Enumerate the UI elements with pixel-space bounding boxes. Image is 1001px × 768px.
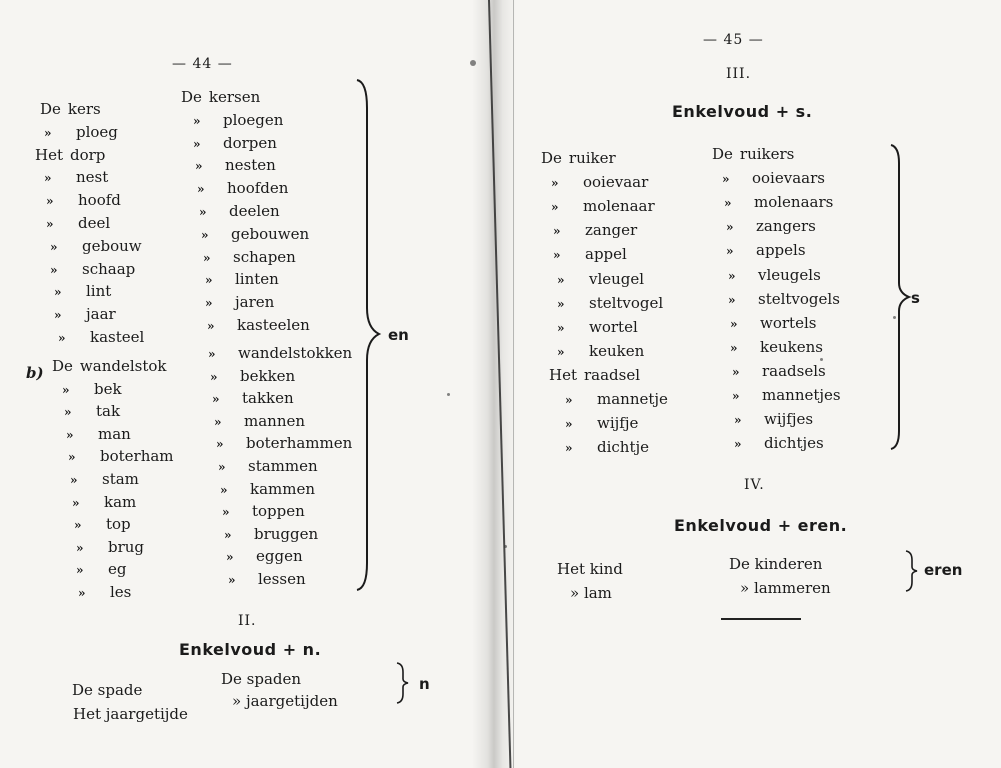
word-text: brug (108, 537, 145, 556)
print-speck (504, 545, 507, 548)
word-row (730, 338, 823, 357)
word-article: » (205, 273, 212, 288)
word-row (76, 560, 126, 579)
word-text: bek (94, 379, 122, 398)
word-text: jaren (235, 293, 275, 312)
word-row (565, 414, 638, 433)
word-article: » (565, 441, 572, 456)
word-text: wortel (589, 317, 638, 336)
ii-singular-1: De spade (72, 681, 143, 699)
word-text: keuken (589, 341, 645, 360)
word-text: lessen (258, 570, 306, 588)
bracket-en (355, 78, 385, 593)
word-article: » (726, 220, 733, 235)
word-row (712, 145, 794, 163)
word-row (541, 149, 616, 167)
word-row (549, 366, 640, 384)
word-text: stammen (248, 457, 318, 475)
word-row (54, 305, 116, 324)
word-text: kam (104, 492, 137, 511)
section-ii-heading: Enkelvoud + n. (179, 640, 322, 659)
word-article: » (212, 392, 219, 407)
word-article: » (726, 244, 733, 259)
bracket-eren (905, 550, 919, 592)
word-article: » (224, 527, 231, 542)
word-article: Het (35, 145, 63, 164)
word-row (553, 245, 627, 264)
word-article: » (58, 331, 65, 345)
word-text: wandelstok (79, 357, 167, 375)
word-text: wortels (760, 313, 817, 332)
word-article: » (551, 176, 558, 191)
iv-plural-2: » lammeren (740, 579, 831, 597)
word-text: takken (242, 389, 294, 408)
word-article: » (722, 172, 729, 187)
word-text: ploegen (223, 110, 284, 129)
word-text: toppen (252, 502, 305, 521)
word-text: ooievaars (752, 169, 825, 188)
section-ii-numeral: II. (238, 613, 257, 629)
word-row (199, 202, 280, 221)
word-row (205, 270, 279, 289)
word-text: zangers (756, 217, 816, 236)
word-row (46, 191, 121, 210)
word-text: schaap (82, 259, 136, 278)
word-row (50, 260, 135, 279)
iv-plural-1: De kinderen (729, 555, 823, 573)
word-row (216, 434, 352, 453)
word-row (220, 480, 315, 499)
word-article: » (565, 393, 572, 407)
word-row (557, 294, 663, 313)
word-article: » (210, 369, 217, 384)
print-speck (447, 393, 450, 396)
word-row (722, 169, 825, 188)
word-article: » (44, 171, 51, 186)
word-article: » (54, 308, 61, 323)
word-article: » (46, 217, 53, 231)
word-row (726, 217, 816, 236)
ii-plural-1: De spaden (221, 670, 302, 688)
word-row (218, 457, 318, 476)
word-row (732, 386, 841, 405)
word-article: » (193, 136, 200, 151)
word-row (565, 390, 668, 409)
word-article: De (181, 88, 202, 106)
word-row (551, 197, 655, 216)
word-article: » (203, 250, 210, 265)
page-number-left: — 44 — (172, 56, 233, 72)
word-text: bruggen (254, 524, 319, 543)
word-article: » (50, 239, 57, 254)
word-article: » (199, 205, 206, 219)
word-text: hoofd (78, 191, 121, 210)
word-article: De (541, 149, 562, 167)
word-article: » (553, 248, 560, 263)
word-text: boterhammen (246, 434, 353, 453)
word-text: molenaar (583, 197, 655, 216)
word-text: mannetjes (762, 386, 841, 404)
word-article: » (553, 224, 560, 239)
word-text: appel (585, 245, 627, 264)
word-text: bekken (240, 366, 296, 385)
word-row (78, 583, 131, 602)
word-text: dichtje (597, 438, 650, 457)
print-speck (820, 358, 823, 361)
word-text: tak (96, 402, 121, 421)
word-article: » (226, 550, 233, 565)
word-row (195, 156, 276, 175)
page-number-right: — 45 — (703, 32, 764, 48)
word-article: » (205, 296, 212, 311)
word-text: kersen (208, 88, 261, 106)
word-row (732, 362, 826, 381)
word-article: » (46, 194, 53, 209)
suffix-s: s (911, 289, 920, 307)
word-text: ploeg (76, 122, 118, 141)
word-text: les (110, 583, 132, 601)
word-article: » (208, 347, 215, 361)
word-row (222, 502, 305, 521)
word-text: kers (67, 100, 101, 118)
word-row (726, 241, 806, 260)
word-article: » (54, 285, 61, 300)
print-speck (893, 316, 896, 319)
word-article: » (78, 586, 85, 600)
word-row (553, 221, 637, 240)
iv-singular-1: Het kind (557, 560, 623, 578)
word-article: » (197, 182, 204, 197)
word-text: deelen (229, 202, 280, 220)
word-article: » (201, 227, 208, 242)
word-text: ruiker (568, 149, 616, 167)
word-article: » (728, 292, 735, 307)
word-row (557, 318, 638, 337)
word-text: schapen (233, 247, 296, 266)
word-text: steltvogels (758, 289, 840, 308)
word-row (551, 173, 648, 192)
word-article: » (557, 296, 564, 311)
word-text: mannetje (597, 390, 668, 408)
word-text: keukens (760, 337, 823, 356)
word-article: » (557, 344, 564, 359)
word-row (724, 193, 833, 212)
word-row (193, 134, 277, 153)
word-row (58, 328, 144, 347)
word-text: eggen (256, 547, 303, 566)
word-article: » (218, 460, 225, 474)
word-row (207, 316, 310, 335)
word-row (226, 547, 303, 566)
section-iii-numeral: III. (726, 66, 752, 82)
word-article: » (730, 340, 737, 355)
word-row (228, 570, 306, 589)
ii-singular-2: Het jaargetijde (73, 705, 188, 723)
word-row (557, 270, 644, 289)
word-article: » (50, 262, 57, 277)
word-article: » (220, 482, 227, 497)
section-b-label: b) (26, 364, 44, 382)
suffix-en: en (388, 326, 409, 344)
word-row (62, 380, 122, 399)
word-article: » (557, 272, 564, 287)
print-speck (470, 60, 476, 66)
word-text: man (98, 424, 131, 443)
word-text: jaar (86, 305, 116, 324)
word-row (210, 367, 295, 386)
word-row (54, 282, 111, 301)
word-text: molenaars (754, 193, 834, 212)
word-row (68, 447, 174, 466)
word-article: » (728, 268, 735, 283)
word-article: » (74, 518, 81, 533)
word-text: zanger (585, 221, 638, 240)
word-text: dorpen (223, 133, 277, 152)
word-article: De (52, 357, 73, 375)
word-row (40, 100, 101, 118)
word-article: » (228, 573, 235, 587)
word-text: hoofden (227, 179, 289, 198)
word-text: kasteelen (237, 316, 310, 334)
word-row (46, 214, 110, 233)
word-text: wijfje (597, 414, 639, 433)
word-article: » (66, 427, 73, 442)
word-text: deel (78, 214, 111, 232)
word-article: » (44, 125, 51, 140)
word-row (52, 357, 166, 375)
section-iv-numeral: IV. (744, 477, 765, 493)
left-page (0, 0, 480, 768)
word-text: top (106, 515, 131, 534)
word-row (728, 290, 840, 309)
word-article: » (557, 320, 564, 335)
word-article: » (62, 382, 69, 397)
word-text: kammen (250, 479, 316, 498)
word-row (212, 389, 294, 408)
word-article: » (730, 316, 737, 331)
word-row (214, 412, 305, 431)
word-text: nesten (225, 156, 276, 175)
word-text: nest (76, 168, 109, 187)
word-row (734, 410, 813, 429)
word-text: boterham (100, 447, 174, 466)
word-row (203, 248, 296, 267)
word-row (50, 237, 142, 256)
word-article: » (207, 319, 214, 333)
word-text: stam (102, 470, 139, 488)
word-text: raadsels (762, 361, 826, 380)
suffix-n: n (419, 675, 430, 693)
word-row (76, 538, 144, 557)
ii-plural-2: » jaargetijden (232, 692, 338, 710)
word-row (193, 111, 283, 130)
word-text: appels (756, 241, 806, 260)
word-text: linten (235, 270, 279, 289)
section-iv-heading: Enkelvoud + eren. (674, 516, 848, 535)
word-row (74, 515, 131, 534)
word-text: dorp (70, 145, 106, 164)
word-row (44, 168, 108, 187)
section-iii-heading: Enkelvoud + s. (672, 102, 813, 121)
word-row (565, 438, 649, 457)
word-article: Het (549, 365, 577, 384)
word-article: » (68, 450, 75, 465)
word-text: vleugels (758, 265, 821, 284)
word-text: raadsel (584, 365, 641, 384)
word-text: lint (86, 282, 112, 301)
word-article: » (732, 389, 739, 403)
word-text: mannen (244, 411, 306, 430)
word-article: » (214, 414, 221, 429)
word-row (66, 425, 131, 444)
word-article: » (76, 540, 83, 555)
bracket-s (890, 143, 912, 451)
word-article: » (565, 417, 572, 432)
word-row (734, 434, 824, 453)
word-row (728, 266, 821, 285)
word-text: steltvogel (589, 293, 664, 312)
word-text: ruikers (739, 145, 795, 163)
word-article: » (193, 113, 200, 128)
word-row (201, 225, 309, 244)
word-row (181, 88, 260, 106)
word-text: vleugel (589, 269, 645, 288)
word-article: » (195, 159, 202, 174)
word-text: eg (108, 560, 127, 579)
iv-singular-2: » lam (570, 584, 612, 602)
right-page (500, 0, 1001, 768)
word-article: » (76, 563, 83, 578)
word-row (70, 470, 139, 489)
word-row (72, 493, 136, 512)
word-article: De (712, 145, 733, 163)
word-article: » (551, 200, 558, 215)
word-article: » (734, 437, 741, 452)
word-article: » (732, 364, 739, 379)
suffix-eren: eren (924, 561, 963, 579)
word-text: gebouwen (231, 224, 310, 243)
word-row (557, 342, 644, 361)
word-text: wandelstokken (238, 344, 353, 362)
word-article: » (64, 405, 71, 420)
word-row (205, 293, 274, 312)
section-divider-rule (721, 618, 801, 620)
word-row (730, 314, 816, 333)
word-article: » (70, 473, 77, 487)
word-article: » (734, 413, 741, 428)
word-text: dichtjes (764, 434, 824, 453)
word-text: kasteel (90, 328, 145, 346)
word-row (64, 402, 120, 421)
word-row (208, 344, 352, 363)
word-article: » (72, 495, 79, 510)
word-row (35, 146, 105, 164)
word-article: » (222, 505, 229, 520)
word-text: wijfjes (764, 410, 814, 429)
word-text: gebouw (82, 236, 142, 255)
word-article: » (216, 437, 223, 452)
bracket-n (396, 662, 410, 704)
word-article: De (40, 100, 61, 118)
word-article: » (724, 196, 731, 211)
word-row (224, 525, 318, 544)
word-row (44, 123, 118, 142)
word-text: ooievaar (583, 173, 649, 192)
word-row (197, 179, 288, 198)
